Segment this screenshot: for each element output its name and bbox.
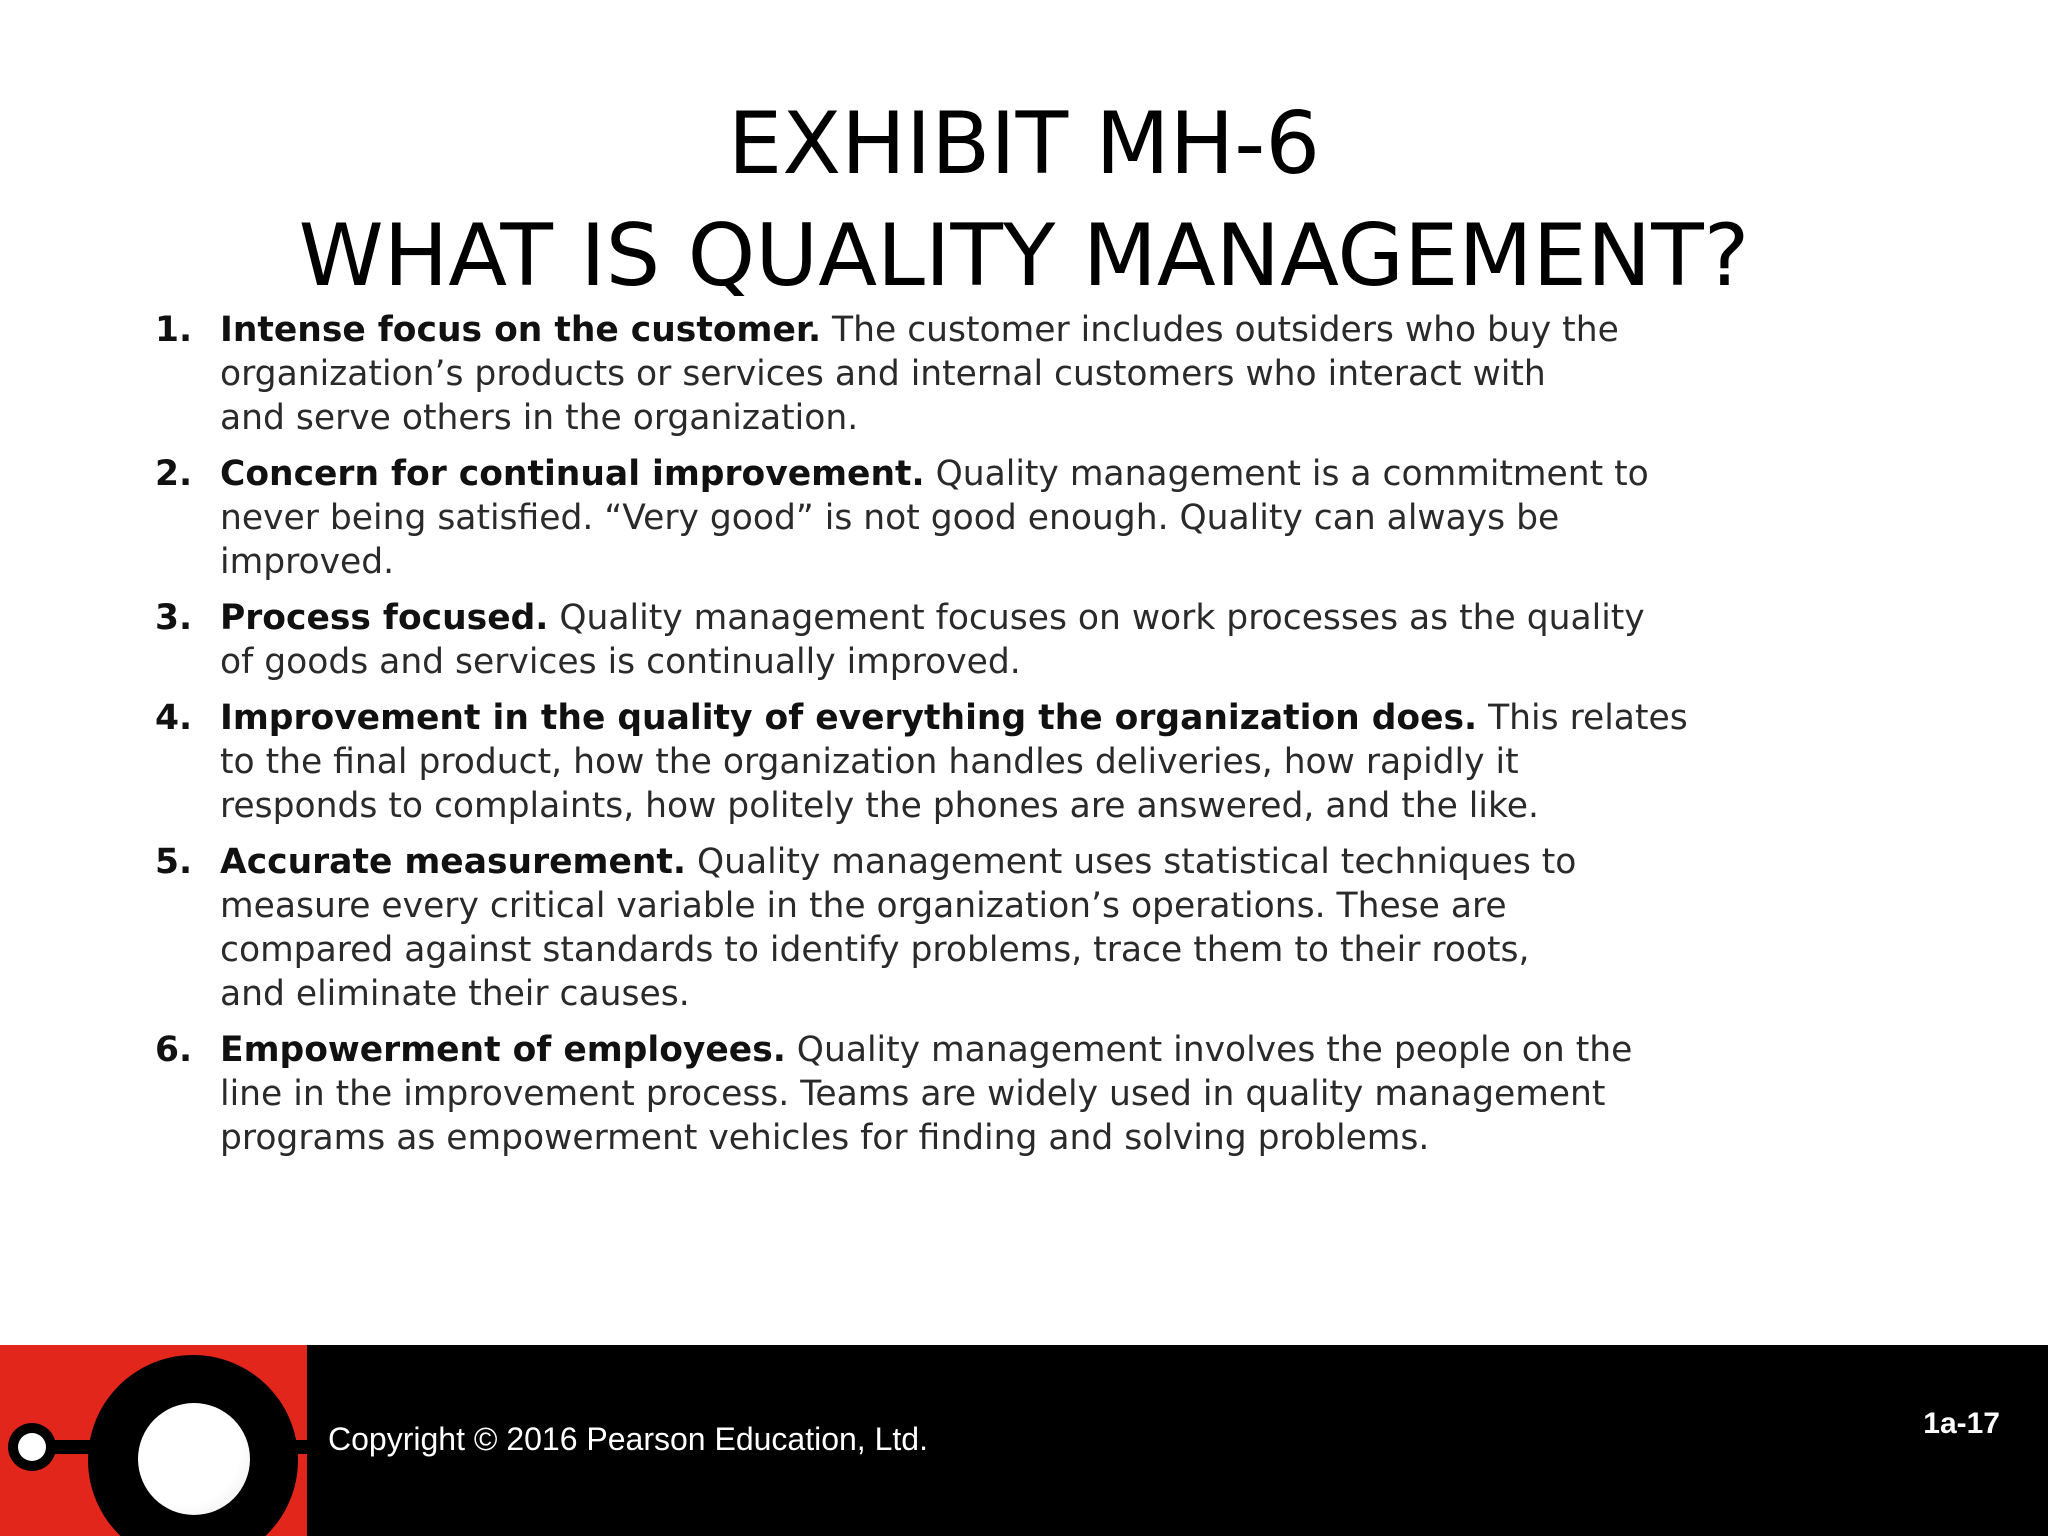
pearson-circle-icon — [138, 1403, 250, 1515]
item-text: line in the improvement process. Teams are widely used in quality management — [220, 1074, 1606, 1114]
item-heading: Accurate measurement. — [220, 842, 687, 882]
list-item — [150, 840, 1910, 1016]
item-text: compared against standards to identify problems, trace them to their roots, — [220, 930, 1530, 970]
item-first-line — [220, 308, 1910, 352]
item-text: This relates — [1477, 698, 1688, 738]
item-text: The customer includes outsiders who buy the — [821, 310, 1619, 350]
item-first-line — [220, 596, 1910, 640]
item-first-line — [220, 1028, 1910, 1072]
list-item — [150, 308, 1910, 440]
item-text: measure every critical variable in the organization’s operations. These are — [220, 886, 1507, 926]
slide-footer — [0, 1345, 2048, 1536]
item-text: to the final product, how the organization handles deliveries, how rapidly it — [220, 742, 1519, 782]
item-text: programs as empowerment vehicles for finding and solving problems. — [220, 1118, 1430, 1158]
item-text: of goods and services is continually improved. — [220, 642, 1021, 682]
logo-small-circle-icon — [18, 1433, 46, 1461]
item-heading: Empowerment of employees. — [220, 1030, 786, 1070]
item-text: never being satisfied. “Very good” is not good enough. Quality can always be — [220, 498, 1560, 538]
slide-title — [0, 88, 2048, 312]
item-text: improved. — [220, 542, 395, 582]
item-number: 6. — [155, 1030, 193, 1070]
logo-panel — [0, 1345, 307, 1536]
item-text: Quality management is a commitment to — [924, 454, 1649, 494]
list-item — [150, 596, 1910, 684]
title-line-2: WHAT IS QUALITY MANAGEMENT? — [298, 206, 1750, 306]
item-text: responds to complaints, how politely the phones are answered, and the like. — [220, 786, 1539, 826]
item-text: Quality management involves the people on the — [785, 1030, 1633, 1070]
list-item — [150, 1028, 1910, 1160]
item-text: Quality management uses statistical techniques to — [686, 842, 1577, 882]
item-heading: Concern for continual improvement. — [220, 454, 925, 494]
item-text: and serve others in the organization. — [220, 398, 859, 438]
item-text: organization’s products or services and internal customers who interact with — [220, 354, 1546, 394]
item-first-line — [220, 840, 1910, 884]
slide-number: 1a-17 — [1923, 1407, 2000, 1440]
item-first-line — [220, 452, 1910, 496]
item-number: 1. — [155, 310, 193, 350]
item-number: 5. — [155, 842, 193, 882]
item-text: and eliminate their causes. — [220, 974, 690, 1014]
copyright-text: Copyright © 2016 Pearson Education, Ltd. — [328, 1421, 928, 1457]
list-item — [150, 696, 1910, 828]
item-first-line — [220, 696, 1910, 740]
item-number: 3. — [155, 598, 193, 638]
item-heading: Intense focus on the customer. — [220, 310, 822, 350]
quality-management-list — [150, 308, 1910, 1160]
item-heading: Improvement in the quality of everything the organization does. — [220, 698, 1478, 738]
title-line-1: EXHIBIT MH-6 — [727, 94, 1321, 194]
item-text: Quality management focuses on work processes as the quality — [548, 598, 1645, 638]
item-number: 2. — [155, 454, 193, 494]
logo-connector-right — [280, 1440, 307, 1454]
item-number: 4. — [155, 698, 193, 738]
list-item — [150, 452, 1910, 584]
item-heading: Process focused. — [220, 598, 549, 638]
